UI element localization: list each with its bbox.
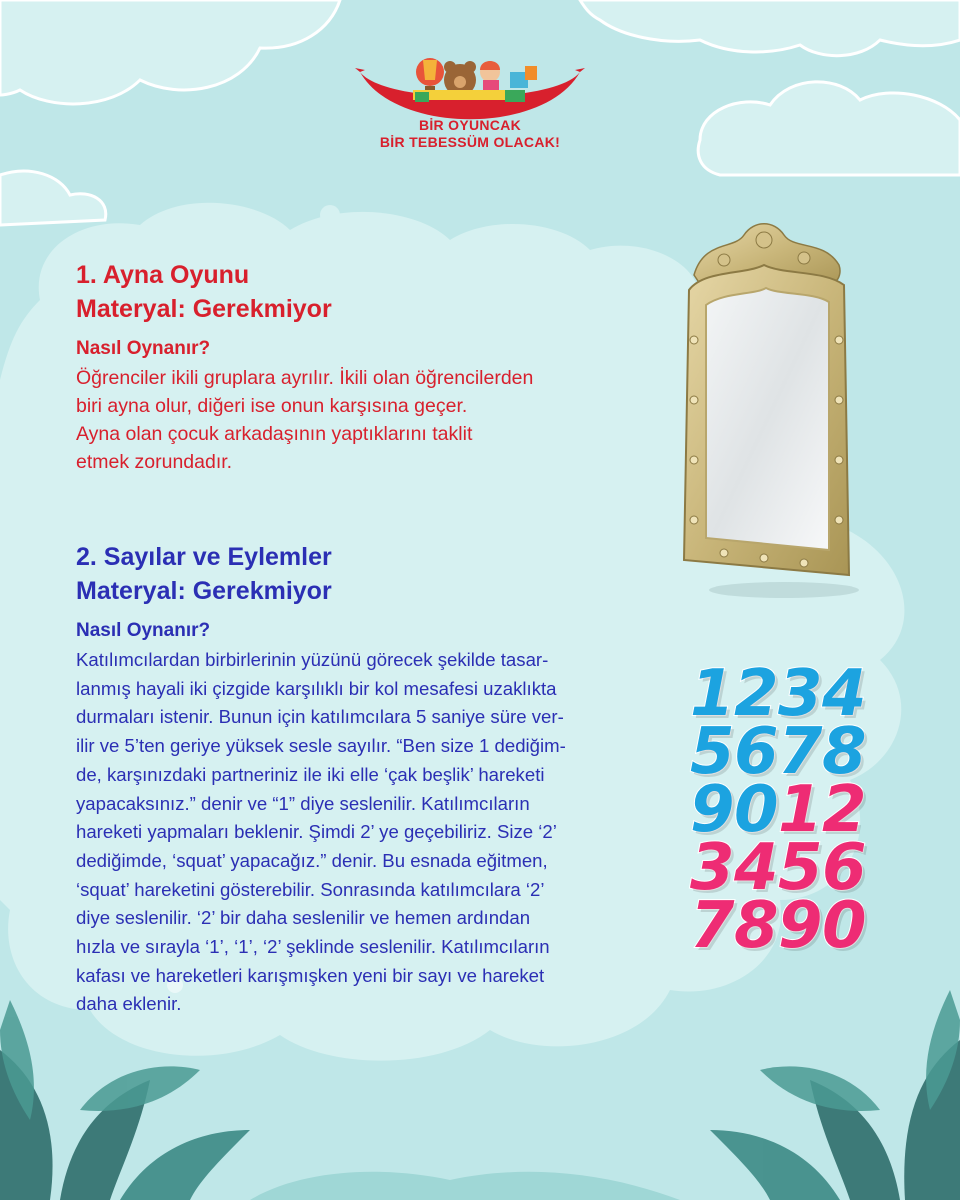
section-2-line: ‘squat’ hareketini gösterebilir. Sonrasında katılımcılara ‘2’ (76, 878, 545, 900)
digit: 1 (778, 773, 823, 847)
digit: 1 (690, 657, 735, 731)
digit: 3 (778, 657, 823, 731)
section-1-title: 1. Ayna Oyunu (76, 261, 250, 289)
toy-bag-logo-icon (355, 50, 585, 120)
section-2-line: lanmış hayali iki çizgide karşılıklı bir kol mesafesi uzaklıkta (76, 677, 557, 699)
digit: 6 (822, 831, 867, 905)
digit: 0 (822, 889, 867, 963)
digit: 7 (690, 889, 735, 963)
section-2-line: daha eklenir. (76, 993, 182, 1015)
section-1-line: etmek zorundadır. (76, 451, 233, 473)
section-2-how-label: Nasıl Oynanır? (76, 620, 211, 641)
section-2-line: de, karşınızdaki partneriniz ile iki elle ‘çak beşlik’ hareketi (76, 763, 545, 785)
section-mirror-game (76, 258, 636, 476)
section-2-line: hareketi yapmaları beklenir. Şimdi 2’ ye geçebiliriz. Size ‘2’ (76, 821, 557, 843)
section-2-line: ilir ve 5’ten geriye yüksek sesle sayılır. “Ben size 1 dediğim- (76, 735, 566, 757)
digit: 5 (690, 715, 735, 789)
section-1-line: Öğrenciler ikili gruplara ayrılır. İkili olan öğrencilerden (76, 367, 534, 389)
digit: 8 (822, 715, 867, 789)
section-2-line: hızla ve sırayla ‘1’, ‘1’, ‘2’ şeklinde seslenilir. Katılımcıların (76, 936, 550, 958)
digit: 3 (690, 831, 735, 905)
section-2-line: yapacaksınız.” denir ve “1” diye seslenilir. Katılımcıların (76, 792, 530, 814)
digit: 9 (690, 773, 735, 847)
section-2-line: durmaları istenir. Bunun için katılımcılara 5 saniye süre ver- (76, 706, 564, 728)
mirror-icon (664, 220, 864, 610)
section-1-line: biri ayna olur, diğeri ise onun karşısına geçer. (76, 395, 468, 417)
section-2-line: Katılımcılardan birbirlerinin yüzünü görecek şekilde tasar- (76, 649, 549, 670)
section-2-line: diye seslenilir. ‘2’ bir daha seslenilir ve hemen ardından (76, 907, 531, 929)
digit: 0 (734, 773, 779, 847)
digit: 9 (778, 889, 823, 963)
digit: 2 (822, 773, 867, 847)
campaign-logo (355, 50, 585, 185)
section-2-line: dediğimde, ‘squat’ yapacağız.” denir. Bu esnada eğitmen, (76, 849, 548, 871)
section-1-how-label: Nasıl Oynanır? (76, 338, 211, 359)
digit: 7 (778, 715, 823, 789)
logo-line-1: BİR OYUNCAK (418, 117, 522, 133)
section-numbers-actions (76, 540, 636, 1019)
section-2-title: 2. Sayılar ve Eylemler (76, 543, 332, 571)
numbers-illustration (690, 657, 890, 965)
digit: 4 (822, 657, 867, 731)
section-1-material: Materyal: Gerekmiyor (76, 295, 332, 323)
section-2-material: Materyal: Gerekmiyor (76, 577, 332, 605)
numbers-row (690, 889, 890, 963)
digit: 8 (734, 889, 779, 963)
digit: 6 (734, 715, 779, 789)
digit: 2 (734, 657, 779, 731)
digit: 5 (778, 831, 823, 905)
section-1-line: Ayna olan çocuk arkadaşının yaptıklarını taklit (76, 423, 473, 445)
digit: 4 (734, 831, 779, 905)
section-2-line: kafası ve hareketleri karışmışken yeni bir sayı ve hareket (76, 964, 545, 986)
logo-line-2: BİR TEBESSÜM OLACAK! (379, 134, 561, 150)
